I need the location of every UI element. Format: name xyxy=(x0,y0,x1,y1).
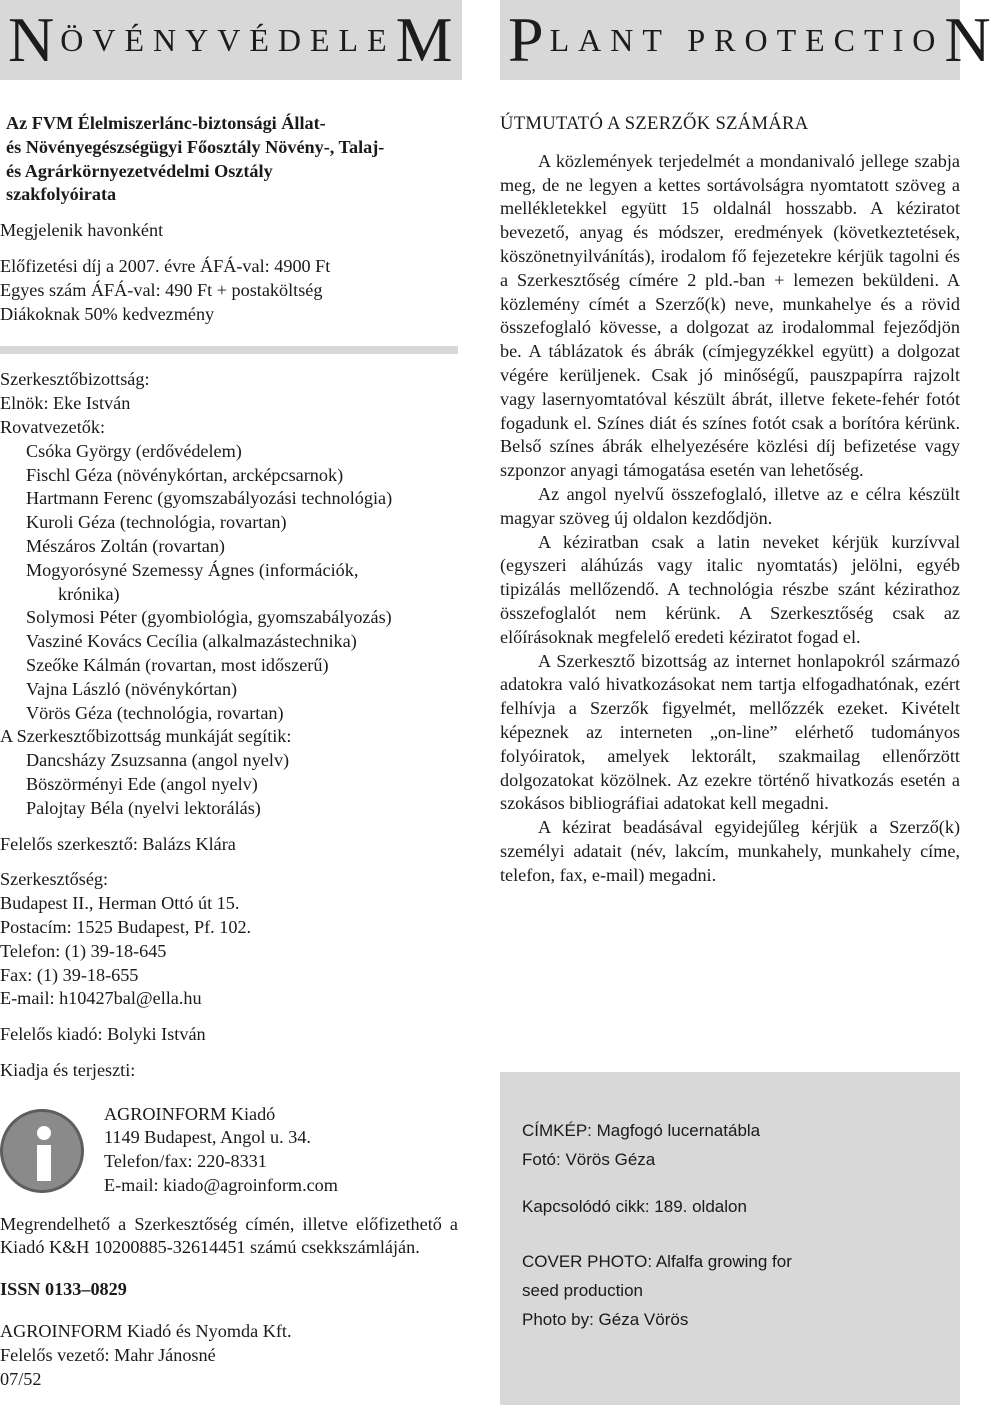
authors-guide-body: A közlemények terjedelmét a mondanivaló jellege szabja meg, de ne legyen a kettes sortávolságra nyomtatott szöveg a mellékletekkel együtt 15 oldalnál hosszabb. A kéziratot bevezető, anyag és módszer, eredmények (következtetések, köszönetnyilvánítás), irodalom fő fejezetekre kérjük tagolni és a Szerkesztőség címére 2 pld.-ban + lemezen beküldeni. A közlemény címét a Szerző(k) neve, munkahelye és a rövid összefoglaló kövesse, a dolgozat az irodalommal fejeződjön be. A táblázatok és ábrák (címjegyzékkel együtt) a dolgozat végére kerüljenek. Csak jó minőségű, pauszpapírra rajzolt vagy lasernyomtatóval készült ábrát, illetve fekete-fehér fotót fogadunk el. Színes diát és színes fotót csak a borítóra kérünk. Belső színes ábrák elhelyezésére közlési díj befizetése vagy szponzor anyagi támogatása esetén van lehetőség. Az angol nyelvű összefoglaló, illetve az e célra készült magyar szöveg új oldalon kezdődjön. A kéziratban csak a latin neveket kérjük kurzívval (egyszeri aláhúzás vagy italic nyomtatás) jelölni, egyéb tipizálás mellőzendő. A technológia részbe szánt kézirathoz összefoglalót nem kérünk. A Szerkesztőség csak az előírásoknak megfelelő eredeti kéziratot fogad el. A Szerkesztő bizottság az internet honlapokról származó adatokra való hivatkozásokat nem tartja elfogadhatónak, ezért felhívja a Szerzők figyelmét, mellőzzék ezeket. Kivételt képeznek az interneten „on-line” elérhető tudományos folyóiratok, amelyek lektorált, szakmailag ellenőrzött dolgozatokat közölnek. Az ezekre történő hivatkozás esetén a szokásos bibliográfiai adatokat kell megadni. A kézirat beadásával egyidejűleg kérjük a Szerző(k) személyi adatait (név, lakcím, munkahely, munkahely címe, telefon, fax, e-mail) megadni. xyxy=(500,150,960,885)
left-column xyxy=(0,112,470,1391)
office-contact: Szerkesztőség: Budapest II., Herman Ottó út 15. Postacím: 1525 Budapest, Pf. 102. Telefon: (1) 39-18-645 Fax: (1) 39-18-655 E-mail: h10427bal@ella.hu xyxy=(0,869,252,1009)
responsible-publisher: Felelős kiadó: Bolyki István xyxy=(0,1024,206,1045)
price-info: Előfizetési díj a 2007. évre ÁFÁ-val: 4900 Ft Egyes szám ÁFÁ-val: 490 Ft + postaköltség Diákoknak 50% kedvezmény xyxy=(0,255,331,324)
publisher-block: AGROINFORM Kiadó 1149 Budapest, Angol u. 34. Telefon/fax: 220-8331 E-mail: kiado@agroinform.com xyxy=(0,1095,470,1201)
distributed-label: Kiadja és terjeszti: xyxy=(0,1059,136,1080)
editorial-board: Szerkesztőbizottság: Elnök: Eke István Rovatvezetők: Csóka György (erdővédelem) Fischl Géza (növénykórtan, arcképcsarnok) Hartmann Ferenc (gyomszabályozási technológia) Kuroli Géza (technológia, rovartan) Mészáros Zoltán (rovartan) Mogyorósyné Szemessy Ágnes (információk, krónika) Solymosi Péter (gyombiológia, gyomszabályozás) Vasziné Kovács Cecília (alkalmazástechnika) Szeőke Kálmán (rovartan, most időszerű) Vajna László (növénykórtan) Vörös Géza (technológia, rovartan) A Szerkesztőbizottság munkáját segítik: Dancsházy Zsuzsanna (angol nyelv) Böszörményi Ede (angol nyelv) Palojtay Béla (nyelvi lektorálás) xyxy=(0,368,470,820)
related-article: Kapcsolódó cikk: 189. oldalon xyxy=(522,1197,747,1216)
printer-info: AGROINFORM Kiadó és Nyomda Kft. Felelős vezető: Mahr Jánosné 07/52 xyxy=(0,1321,292,1389)
info-logo-icon xyxy=(0,1109,84,1193)
cover-label-en-2: seed production xyxy=(522,1281,643,1300)
section-divider xyxy=(0,346,458,354)
right-column xyxy=(500,112,960,888)
order-info: Megrendelhető a Szerkesztőség címén, illetve előfizethető a Kiadó K&H 10200885-32614451 számú csekkszámláján. xyxy=(0,1213,458,1258)
cover-photo-box xyxy=(500,1072,960,1405)
cover-label-en-1: COVER PHOTO: Alfalfa growing for xyxy=(522,1252,792,1271)
cover-label-hu: CÍMKÉP: Magfogó lucernatábla xyxy=(522,1121,761,1140)
issn: ISSN 0133–0829 xyxy=(0,1279,127,1300)
header-right-text: LANT PROTECTIO xyxy=(549,22,945,58)
journal-title: Az FVM Élelmiszerlánc-biztonsági Állat- és Növényegészségügyi Főosztály Növény-, Talaj- és Agrárkörnyezetvédelmi Osztály szakfolyóirata xyxy=(6,113,385,205)
cover-photo-credit-hu: Fotó: Vörös Géza xyxy=(522,1150,656,1169)
header-left-final: M xyxy=(395,4,453,75)
header-left-banner xyxy=(0,0,462,80)
authors-guide-title: ÚTMUTATÓ A SZERZŐK SZÁMÁRA xyxy=(500,113,809,134)
header-left-initial: N xyxy=(8,4,55,75)
frequency: Megjelenik havonként xyxy=(0,220,164,241)
header-right-initial: P xyxy=(508,4,544,75)
editor-list: Csóka György (erdővédelem) Fischl Géza (növénykórtan, arcképcsarnok) Hartmann Ferenc (gyomszabályozási technológia) Kuroli Géza (technológia, rovartan) Mészáros Zoltán (rovartan) Mogyorósyné Szemessy Ágnes (információk, xyxy=(26,440,393,580)
header-right-final: N xyxy=(944,4,991,75)
header-right-banner xyxy=(500,0,991,80)
responsible-editor: Felelős szerkesztő: Balázs Klára xyxy=(0,833,236,854)
header-left-text: ÖVÉNYVÉDELE xyxy=(60,22,396,58)
helper-list: Dancsházy Zsuzsanna (angol nyelv) Böszörményi Ede (angol nyelv) Palojtay Béla (nyelvi lektorálás) xyxy=(26,750,290,818)
cover-photo-credit-en: Photo by: Géza Vörös xyxy=(522,1310,689,1329)
